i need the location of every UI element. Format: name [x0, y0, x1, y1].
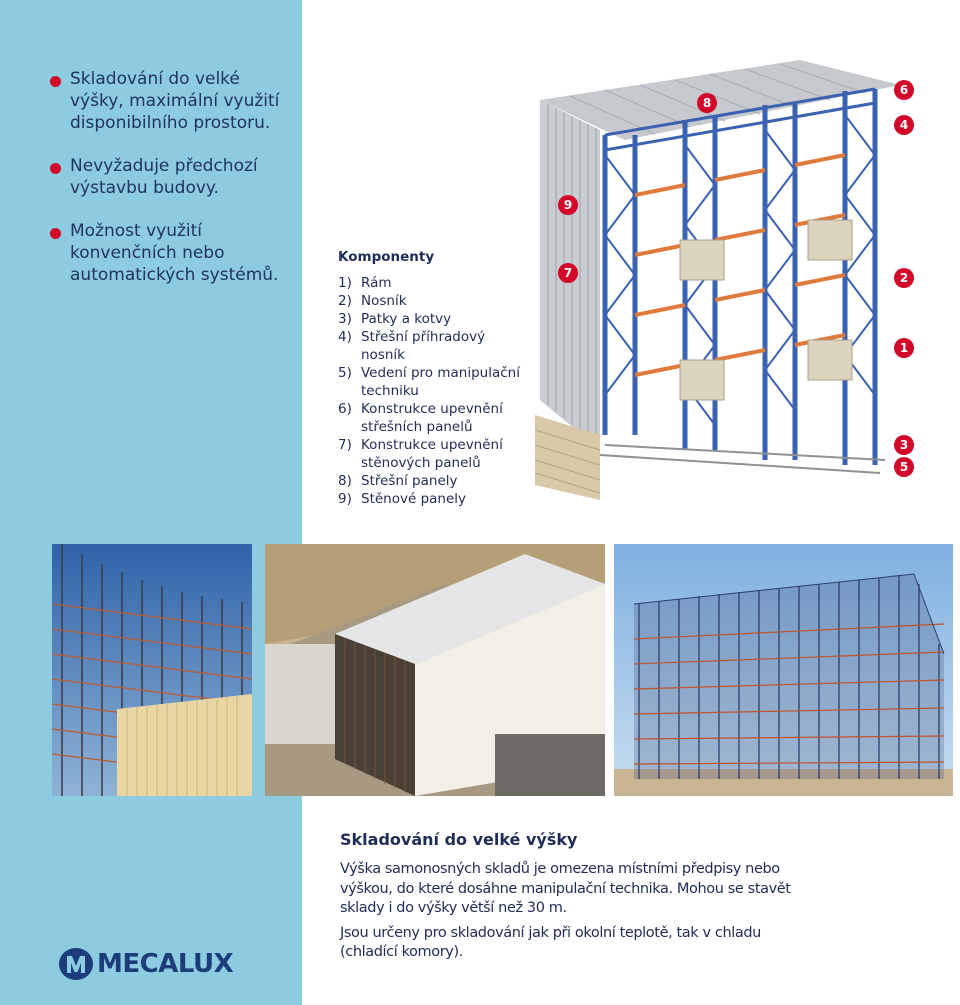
diagram-marker: 1 [894, 338, 914, 358]
bullet-dot-icon [50, 228, 61, 239]
bullet-dot-icon [50, 76, 61, 87]
feature-item: Nevyžaduje předchozí výstavbu budovy. [50, 155, 295, 199]
component-item: 9) Stěnové panely [338, 491, 467, 507]
photo-aerial-warehouse [265, 544, 605, 796]
diagram-marker: 9 [558, 195, 578, 215]
mecalux-emblem-icon [58, 946, 94, 982]
components-list [338, 274, 523, 508]
component-item: 2) Nosník [338, 293, 407, 309]
mecalux-logo [58, 946, 233, 982]
feature-item: Skladování do velké výšky, maximální využití disponibilního prostoru. [50, 68, 295, 134]
bullet-dot-icon [50, 163, 61, 174]
component-item: 4) Střešní příhradový nosník [338, 329, 486, 363]
diagram-marker: 4 [894, 115, 914, 135]
diagram-marker: 3 [894, 435, 914, 455]
article-section [340, 830, 810, 968]
components-title: Komponenty [338, 249, 435, 265]
feature-item: Možnost využití konvenčních nebo automatických systémů. [50, 220, 295, 286]
sidebar [0, 0, 302, 1005]
components-legend [338, 249, 523, 508]
photo-construction [52, 544, 252, 796]
feature-list [50, 68, 295, 307]
article-paragraph: Jsou určeny pro skladování jak při okolní teplotě, tak v chladu (chladící komory). [340, 924, 761, 960]
article-paragraph: Výška samonosných skladů je omezena místními předpisy nebo výškou, do které dosáhne manipulační technika. Mohou se stavět sklady i do výšky větší než 30 m. [340, 861, 791, 916]
rack-illustration [530, 55, 930, 505]
diagram-marker: 6 [894, 80, 914, 100]
component-item: 7) Konstrukce upevnění stěnových panelů [338, 437, 503, 471]
diagram-marker: 5 [894, 457, 914, 477]
component-item: 6) Konstrukce upevnění střešních panelů [338, 401, 503, 435]
component-item: 5) Vedení pro manipulační techniku [338, 365, 520, 399]
rack-structure-diagram [530, 55, 930, 505]
component-item: 1) Rám [338, 275, 392, 291]
photo-open-rack [614, 544, 953, 796]
logo-wordmark: MECALUX [97, 949, 234, 979]
diagram-marker: 7 [558, 263, 578, 283]
article-title: Skladování do velké výšky [340, 830, 578, 849]
diagram-marker: 8 [697, 93, 717, 113]
component-item: 8) Střešní panely [338, 473, 458, 489]
diagram-marker: 2 [894, 268, 914, 288]
component-item: 3) Patky a kotvy [338, 311, 452, 327]
